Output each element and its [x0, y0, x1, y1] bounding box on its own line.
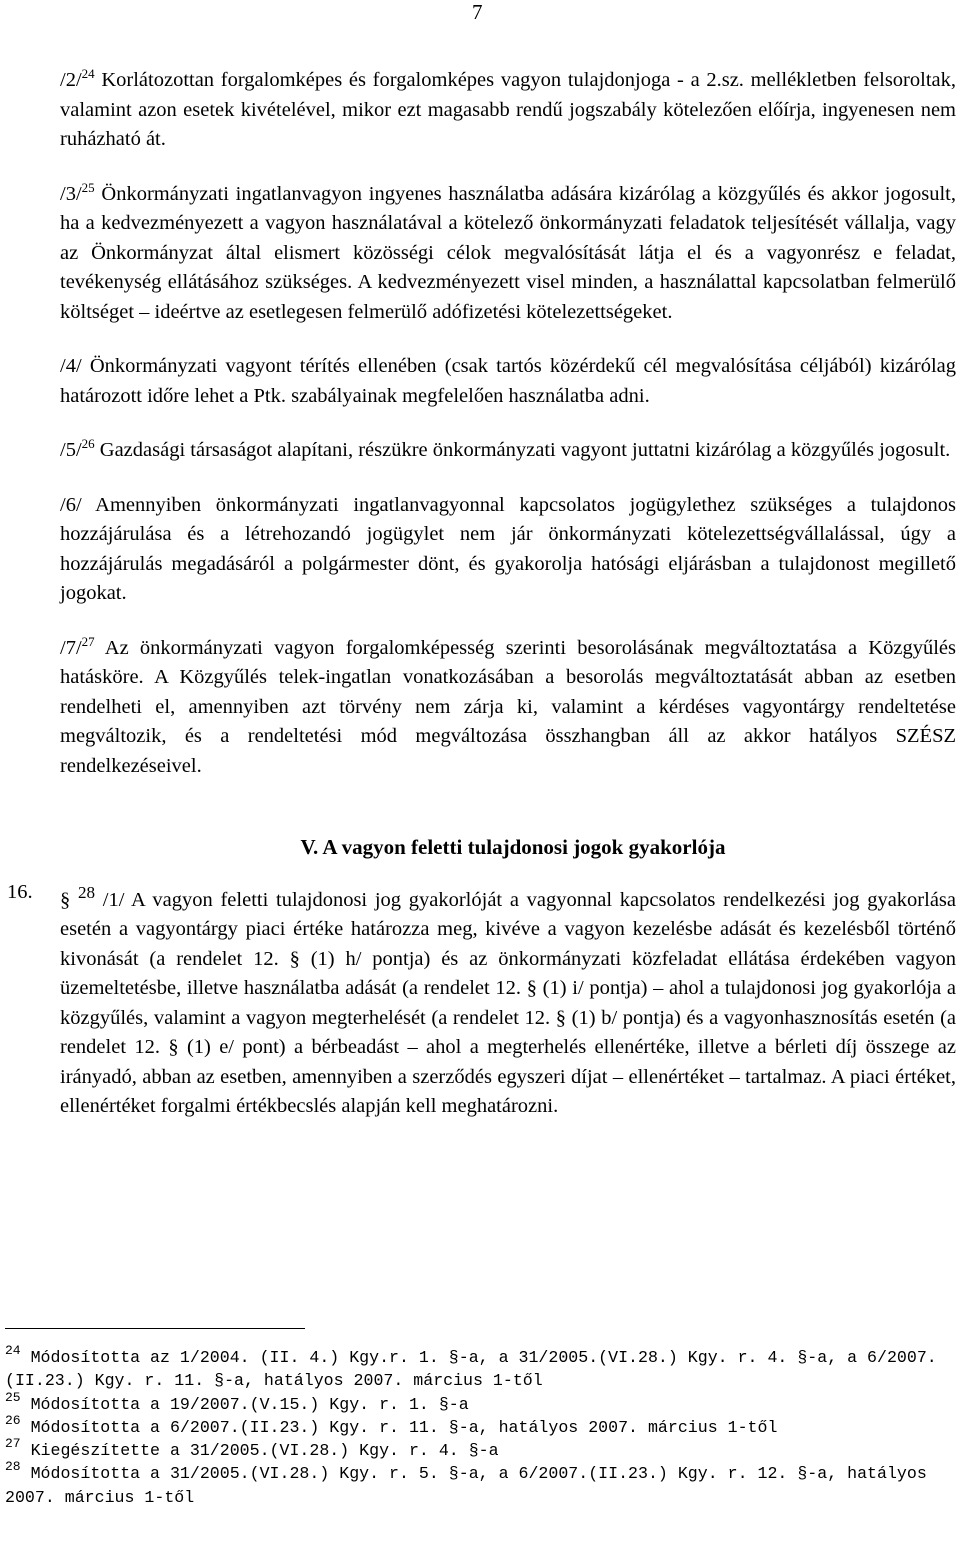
footnote-text: Kiegészítette a 31/2005.(VI.28.) Kgy. r. 4. §-a — [20, 1441, 499, 1461]
footnote-number: 28 — [5, 1459, 21, 1475]
footnote-number: 26 — [5, 1412, 21, 1428]
footnote-28 — [5, 1459, 950, 1509]
paragraph-7 — [60, 634, 956, 782]
paragraph-4 — [60, 352, 956, 411]
footnote-ref[interactable]: 27 — [81, 633, 95, 649]
paragraph-text: Az önkormányzati vagyon forgalomképesség szerinti besorolásának megváltoztatása a Közgyűlés hatásköre. A Közgyűlés telek-ingatlan vonatkozásában a besorolás megváltoztatását abban az esetben rendelheti el, amennyiben azt törvény nem zárja ki, valamint a kérdéses vagyontárgy rendeltetése megváltozik, és a rendeltetési mód megváltozása összhangban áll az akkor hatályos SZÉSZ rendelkezéseivel. — [60, 636, 956, 777]
document-body — [7, 66, 957, 1122]
footnote-ref[interactable]: 26 — [81, 436, 95, 451]
paragraph-text: Amennyiben önkormányzati ingatlanvagyonnal kapcsolatos jogügylethez szükséges a tulajdonos hozzájárulása és a létrehozandó jogügylet nem jár önkormányzati kötelezettségvállalással, úgy a hozzájárulás megadásáról a polgármester dönt, és gyakorolja hatósági eljárásban a tulajdonost megillető jogokat. — [60, 493, 956, 604]
footnote-27 — [5, 1436, 950, 1462]
paragraph-prefix: /2/ — [60, 69, 82, 91]
footnote-24 — [5, 1343, 950, 1393]
footnote-text: Módosította az 1/2004. (II. 4.) Kgy.r. 1. §-a, a 31/2005.(VI.28.) Kgy. r. 4. §-a, a 6/2007.(II.23.) Kgy. r. 11. §-a, hatályos 2007. március 1-től — [5, 1348, 937, 1391]
footnote-ref[interactable]: 28 — [77, 883, 96, 902]
paragraph-6 — [60, 491, 956, 609]
paragraph-text: Korlátozottan forgalomképes és forgalomképes vagyon tulajdonjoga - a 2.sz. mellékletben felsoroltak, valamint azon esetek kivételével, mikor ezt magasabb rendű jogszabály kötelezően előírja, ingyenesen nem ruházható át. — [60, 69, 956, 150]
footnote-number: 27 — [5, 1436, 21, 1452]
paragraph-text: Önkormányzati vagyont térítés ellenében (csak tartós közérdekű cél megvalósítása céljából) kizárólag határozott időre lehet a Ptk. szabályainak megfelelően használatba adni. — [60, 355, 956, 407]
paragraph-5 — [60, 436, 956, 466]
section-symbol: § — [60, 888, 71, 911]
paragraph-prefix: /4/ — [60, 355, 82, 377]
section-text: /1/ A vagyon feletti tulajdonosi jog gyakorlóját a vagyonnal kapcsolatos rendelkezési jog gyakorlása esetén a vagyontárgy piaci értéke határozza meg, kivéve a vagyon kezelésbe adását és kezelésből történő kivonását (a rendelet 12. § (1) h/ pontja) és az önkormányzati közfeladat ellátása érdekében vagyon üzemeltetésbe, illetve használatba adását (a rendelet 12. § (1) i/ pontja) – ahol a tulajdonosi jog gyakorlója a közgyűlés, valamint a vagyon megterhelését (a rendelet 12. § (1) b/ pontja) és a vagyonhasznosítás esetén (a rendelet 12. § (1) e/ pont) a bérbeadást – ahol a megterhelés ellenértéke, illetve a bérleti díj összege az irányadó, abban az esetben, amennyiben a szerződés egyszeri díjat – ellenértéket – tartalmaz. A piaci értéket, ellenértéket forgalmi értékbecslés alapján kell meghatározni. — [60, 888, 957, 1118]
paragraph-text: Gazdasági társaságot alapítani, részükre önkormányzati vagyont juttatni kizárólag a közgyűlés jogosult. — [94, 439, 951, 461]
footnote-number: 25 — [5, 1389, 21, 1405]
paragraph-prefix: /7/ — [60, 636, 82, 659]
paragraph-3 — [60, 180, 956, 328]
footnote-25 — [5, 1389, 950, 1416]
footnotes — [5, 1343, 950, 1509]
footnote-number: 24 — [5, 1343, 21, 1358]
paragraph-prefix: /3/ — [60, 182, 82, 205]
chapter-heading: V. A vagyon feletti tulajdonosi jogok gyakorlója — [300, 835, 726, 859]
paragraph-2 — [60, 66, 956, 155]
footnote-separator — [5, 1328, 305, 1329]
page-number: 7 — [472, 0, 483, 24]
paragraph-prefix: /6/ — [60, 493, 82, 516]
paragraph-text: Önkormányzati ingatlanvagyon ingyenes használatba adására kizárólag a közgyűlés és akkor jogosult, ha a kedvezményezett a vagyon használatával a kötelező önkormányzati feladatok teljesítését vállalja, vagy az Önkormányzat által elismert közösségi célok megvalósítását látja el és a vagyonrész e feladat, tevékenység ellátásához szükséges. A kedvezményezett visel minden, a használattal kapcsolatban felmerülő költséget – ideértve az esetlegesen felmerülő adófizetési kötelezettségeket. — [60, 182, 956, 323]
footnote-text: Módosította a 6/2007.(II.23.) Kgy. r. 11. §-a, hatályos 2007. március 1-től — [20, 1417, 778, 1437]
footnote-ref[interactable]: 24 — [81, 66, 95, 81]
section-16 — [7, 878, 957, 1122]
footnote-text: Módosította a 31/2005.(VI.28.) Kgy. r. 5. §-a, a 6/2007.(II.23.) Kgy. r. 12. §-a, hatályos 2007. március 1-től — [5, 1464, 937, 1507]
footnote-26 — [5, 1412, 950, 1439]
footnote-ref[interactable]: 25 — [81, 179, 95, 195]
paragraph-prefix: /5/ — [60, 439, 82, 461]
section-number: 16. — [7, 881, 33, 903]
footnote-text: Módosította a 19/2007.(V.15.) Kgy. r. 1. §-a — [20, 1394, 469, 1414]
